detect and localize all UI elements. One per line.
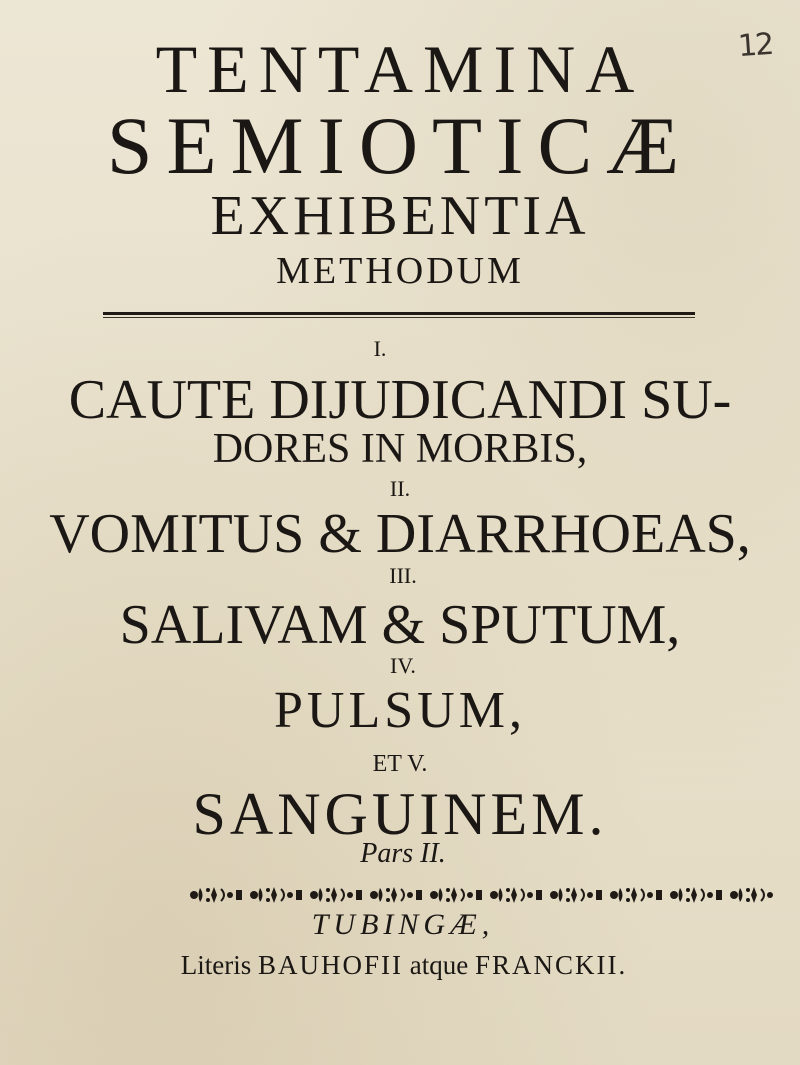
section-text-3: SALIVAM & SPUTUM, bbox=[119, 594, 681, 656]
imprint-prefix: Literis bbox=[180, 950, 252, 980]
imprint-printer-2: FRANCKII. bbox=[474, 950, 628, 980]
imprint-conjunction: atque bbox=[409, 950, 469, 980]
title-line-exhibentia: EXHIBENTIA bbox=[210, 185, 590, 247]
handwritten-page-number: 12 bbox=[736, 26, 774, 65]
title-rule-thin bbox=[103, 317, 695, 318]
section-text-4: PULSUM, bbox=[274, 682, 526, 739]
section-text-2: VOMITUS & DIARRHOEAS, bbox=[49, 503, 751, 565]
section-text-1-cont: DORES IN MORBIS, bbox=[212, 426, 588, 472]
imprint-printers bbox=[4, 952, 800, 979]
title-line-tentamina: TENTAMINA bbox=[155, 31, 645, 107]
title-line-methodum: METHODUM bbox=[276, 250, 524, 292]
ornament-unit bbox=[190, 887, 242, 903]
printers-ornament-band bbox=[188, 884, 782, 906]
section-numeral-2: II. bbox=[389, 476, 411, 501]
section-numeral-4: IV. bbox=[390, 653, 416, 678]
section-text-5: SANGUINEM. bbox=[192, 781, 608, 847]
section-numeral-1: I. bbox=[373, 336, 387, 361]
title-line-semioticae: SEMIOTICÆ bbox=[106, 100, 694, 191]
imprint-place: TUBINGÆ, bbox=[311, 908, 495, 941]
title-rule bbox=[103, 312, 695, 315]
section-numeral-5: ET V. bbox=[372, 751, 428, 777]
section-numeral-3: III. bbox=[389, 563, 417, 588]
part-label: Pars II. bbox=[360, 838, 446, 869]
imprint-printer-1: BAUHOFII bbox=[257, 950, 403, 980]
section-text-1: CAUTE DIJUDICANDI SU- bbox=[68, 369, 732, 431]
